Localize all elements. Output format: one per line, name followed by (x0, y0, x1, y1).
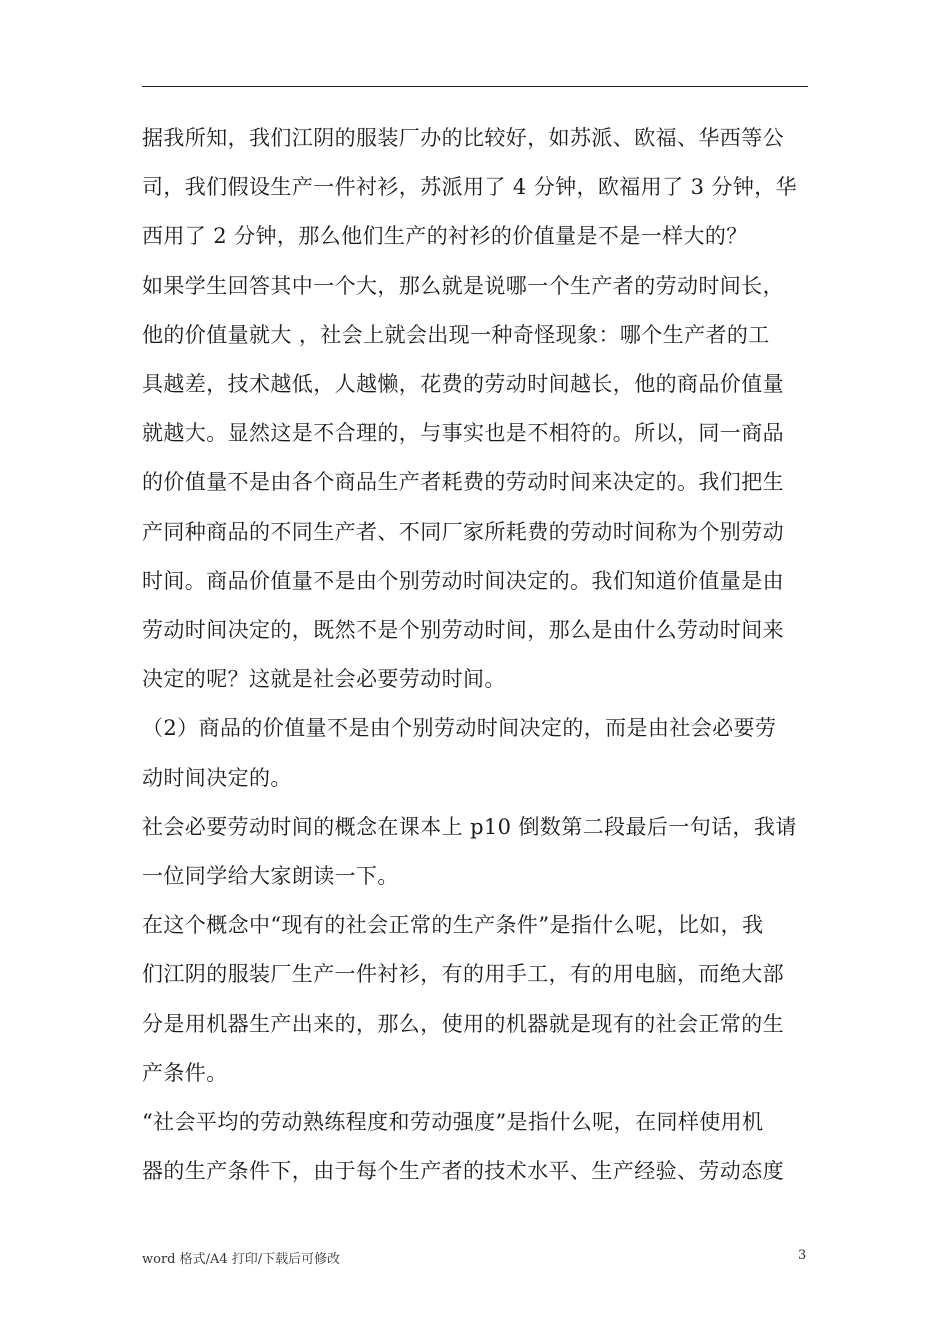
document-body (142, 114, 812, 1196)
paragraph-production-conditions: 在这个概念中“现有的社会正常的生产条件”是指什么呢，比如，我 们江阴的服装厂生产一件衬衫，有的用手工，有的用电脑，而绝大部 分是用机器生产出来的，那么，使用的机器就是现有的社会正常的生 产条件。 (142, 913, 784, 1085)
paragraph-textbook-reference: 社会必要劳动时间的概念在课本上 p10 倒数第二段最后一句话，我请 一位同学给大家朗读一下。 (142, 814, 797, 889)
paragraph-point-2: （2）商品的价值量不是由个别劳动时间决定的，而是由社会必要劳 动时间决定的。 (142, 716, 777, 790)
paragraph-explanation: 如果学生回答其中一个大，那么就是说哪一个生产者的劳动时间长， 他的价值量就大 ，社会上就会出现一种奇怪现象：哪个生产者的工 具越差，技术越低，人越懒，花费的劳动时间越长，他的商品价值量 就越大。显然这是不合理的，与事实也是不相符的。所以，同一商品 的价值量不是由各个商品生产者耗费的劳动时间来决定的。我们把生 产同种商品的不同生产者、不同厂家所耗费的劳动时间称为个别劳动 时间。商品价值量不是由个别劳动时间决定的。我们知道价值量是由 劳动时间决定的，既然不是个别劳动时间，那么是由什么劳动时间来 决定的呢？这就是社会必要劳动时间。 (142, 273, 784, 692)
header-rule (142, 86, 808, 87)
page-number: 3 (798, 1248, 807, 1263)
paragraph-intro: 据我所知，我们江阴的服装厂办的比较好，如苏派、欧福、华西等公 司，我们假设生产一件衬衫，苏派用了 4 分钟，欧福用了 3 分钟，华 西用了 2 分钟，那么他们生产的衬衫的价值量是不是一样大的？ (142, 126, 798, 249)
footer-note: word 格式/A4 打印/下载后可修改 (142, 1252, 341, 1267)
paragraph-labor-intensity: “社会平均的劳动熟练程度和劳动强度”是指什么呢，在同样使用机 器的生产条件下，由于每个生产者的技术水平、生产经验、劳动态度 (142, 1110, 784, 1184)
